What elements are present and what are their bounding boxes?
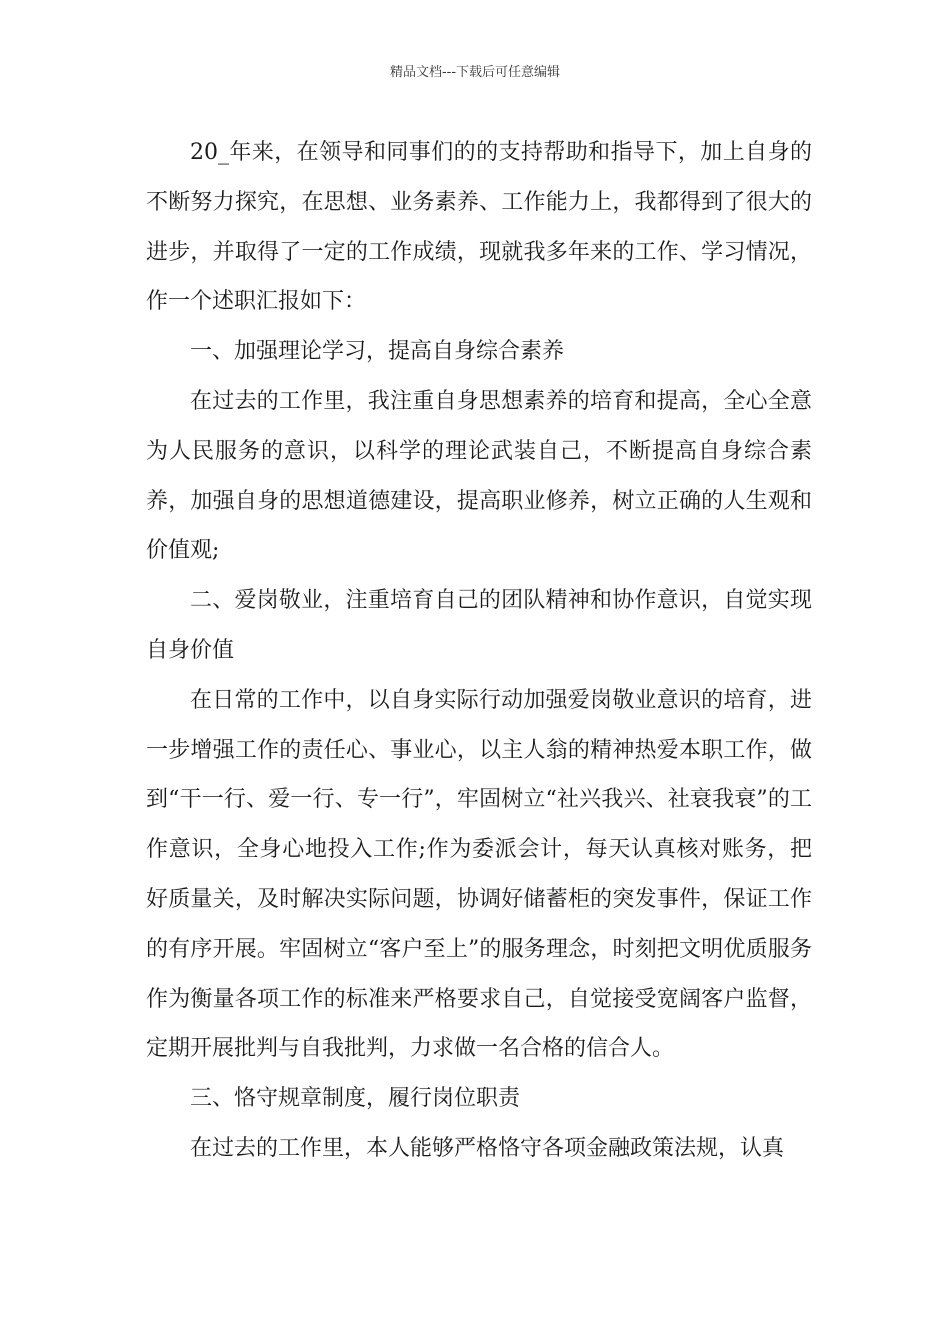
section-paragraph-3: 在过去的工作里，本人能够严格恪守各项金融政策法规，认真 bbox=[190, 1135, 785, 1161]
section-paragraph-1: 在过去的工作里，我注重自身思想素养的培育和提高，全心全意为人民服务的意识，以科学的理论武装自己，不断提高自身综合素养，加强自身的思想道德建设，提高职业修养，树立正确的人生观和价值观; bbox=[146, 388, 812, 564]
section-heading-2: 二、爱岗敬业，注重培育自己的团队精神和协作意识，自觉实现自身价值 bbox=[146, 588, 812, 663]
intro-paragraph: 20_年来，在领导和同事们的的支持帮助和指导下，加上自身的不断努力探究，在思想、业务素养、工作能力上，我都得到了很大的进步，并取得了一定的工作成绩，现就我多年来的工作、学习情况，作一个述职汇报如下： bbox=[146, 140, 812, 315]
document-body bbox=[146, 128, 812, 1174]
section-heading-1: 一、加强理论学习，提高自身综合素养 bbox=[190, 339, 565, 365]
page-header: 精品文档---下载后可任意编辑 bbox=[389, 65, 561, 80]
section-paragraph-2: 在日常的工作中，以自身实际行动加强爱岗敬业意识的培育，进一步增强工作的责任心、事业心，以主人翁的精神热爱本职工作，做到“干一行、爱一行、专一行”，牢固树立“社兴我兴、社衰我衰”的工作意识，全身心地投入工作;作为委派会计，每天认真核对账务，把好质量关，及时解决实际问题，协调好储蓄柜的突发事件，保证工作的有序开展。牢固树立“客户至上”的服务理念，时刻把文明优质服务作为衡量各项工作的标准来严格要求自己，自觉接受宽阔客户监督，定期开展批判与自我批判，力求做一名合格的信合人。 bbox=[146, 687, 812, 1062]
section-heading-3: 三、恪守规章制度，履行岗位职责 bbox=[190, 1086, 521, 1112]
